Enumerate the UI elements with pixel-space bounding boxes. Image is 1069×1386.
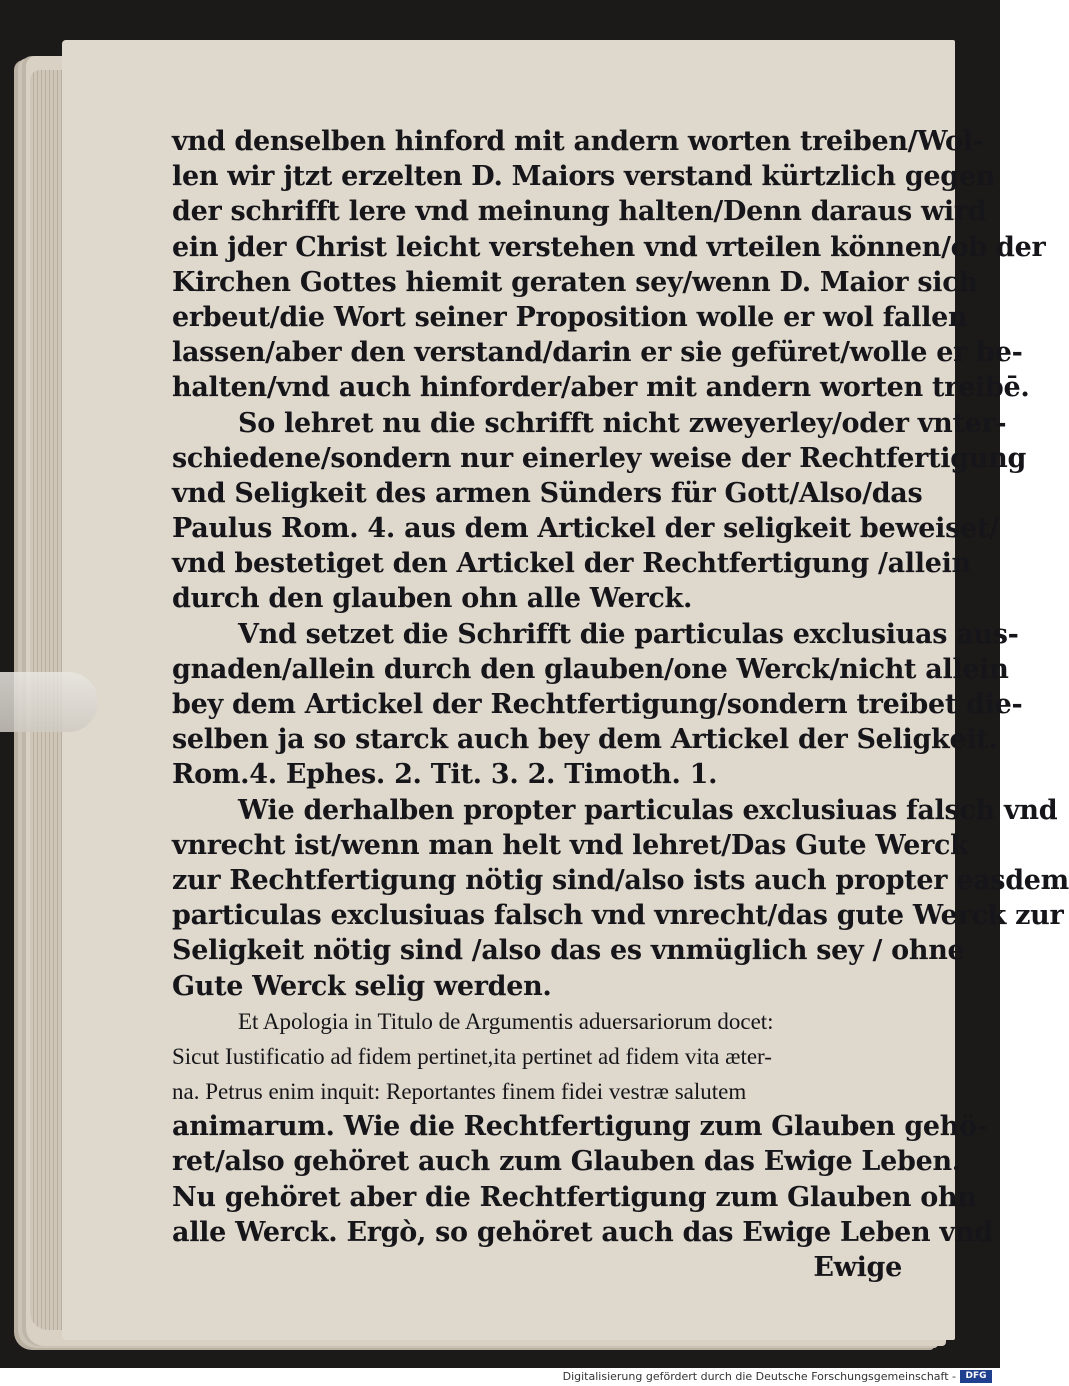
text-line: Nu gehöret aber die Rechtfertigung zum Glauben ohn (172, 1181, 977, 1213)
text-line: vnd Seligkeit des armen Sünders für Gott/Also/das (172, 477, 923, 509)
footer-credit: Digitalisierung gefördert durch die Deutsche Forschungsgemeinschaft - (562, 1370, 956, 1383)
text-line: vnd bestetiget den Artickel der Rechtfertigung /allein (172, 548, 971, 580)
text-line: len wir jtzt erzelten D. Maiors verstand kürtzlich gegen (172, 161, 996, 193)
text-line: der schrifft lere vnd meinung halten/Denn daraus wird (172, 196, 987, 228)
text-line: durch den glauben ohn alle Werck. (172, 583, 693, 615)
page-text (172, 124, 1069, 1285)
text-line: vnrecht ist/wenn man helt vnd lehret/Das Gute Werck (172, 829, 969, 861)
text-line: halten/vnd auch hinforder/aber mit andern worten treibē. (172, 372, 1030, 404)
text-line: bey dem Artickel der Rechtfertigung/sondern treibet die- (172, 689, 1023, 720)
text-line: Vnd setzet die Schrifft die particulas exclusiuas aus- (238, 618, 1019, 650)
text-line: ret/also gehöret auch zum Glauben das Ewige Leben. (172, 1146, 961, 1178)
text-line: erbeut/die Wort seiner Proposition wolle er wol fallen (172, 301, 968, 333)
text-line: ein jder Christ leicht verstehen vnd vrteilen können/ob der (172, 231, 1046, 263)
text-line: Et Apologia in Titulo de Argumentis aduersariorum docet: (238, 1008, 774, 1034)
text-line: Seligkeit nötig sind /also das es vnmüglich sey / ohne (172, 935, 965, 967)
text-line: Rom.4. Ephes. 2. Tit. 3. 2. Timoth. 1. (172, 759, 718, 791)
text-line: vnd denselben hinford mit andern worten treiben/Wol- (172, 126, 984, 157)
text-line: Gute Werck selig werden. (172, 970, 552, 1002)
text-line: particulas exclusiuas falsch vnd vnrecht/das gute Werck zur (172, 900, 1064, 932)
text-line: selben ja so starck auch bey dem Artickel der Seligkeit. (172, 724, 998, 756)
text-line: Ewige (813, 1252, 902, 1283)
text-line: alle Werck. Ergò, so gehöret auch das Ewige Leben vnd (172, 1216, 993, 1248)
text-line: Kirchen Gottes hiemit geraten sey/wenn D. Maior sich (172, 266, 978, 298)
clip-tab (0, 672, 98, 732)
text-line: Paulus Rom. 4. aus dem Artickel der seligkeit beweiset/ (172, 513, 999, 545)
text-line: Wie derhalben propter particulas exclusiuas falsch vnd (238, 794, 1058, 826)
text-line: So lehret nu die schrifft nicht zweyerley/oder vnter- (238, 407, 1007, 439)
text-line: animarum. Wie die Rechtfertigung zum Glauben gehö- (172, 1111, 988, 1143)
text-line: Sicut Iustificatio ad fidem pertinet,ita pertinet ad fidem vita æter- (172, 1043, 772, 1069)
text-line: zur Rechtfertigung nötig sind/also ists auch propter easdem (172, 864, 1069, 896)
text-line: na. Petrus enim inquit: Reportantes finem fidei vestræ salutem (172, 1079, 747, 1105)
text-line: gnaden/allein durch den glauben/one Werck/nicht allein (172, 653, 1009, 685)
text-line: schiedene/sondern nur einerley weise der Rechtfertigung (172, 442, 1027, 474)
text-line: lassen/aber den verstand/darin er sie gefüret/wolle er be- (172, 337, 1023, 369)
footer (0, 1368, 1000, 1386)
dfg-logo: DFG (960, 1370, 992, 1383)
